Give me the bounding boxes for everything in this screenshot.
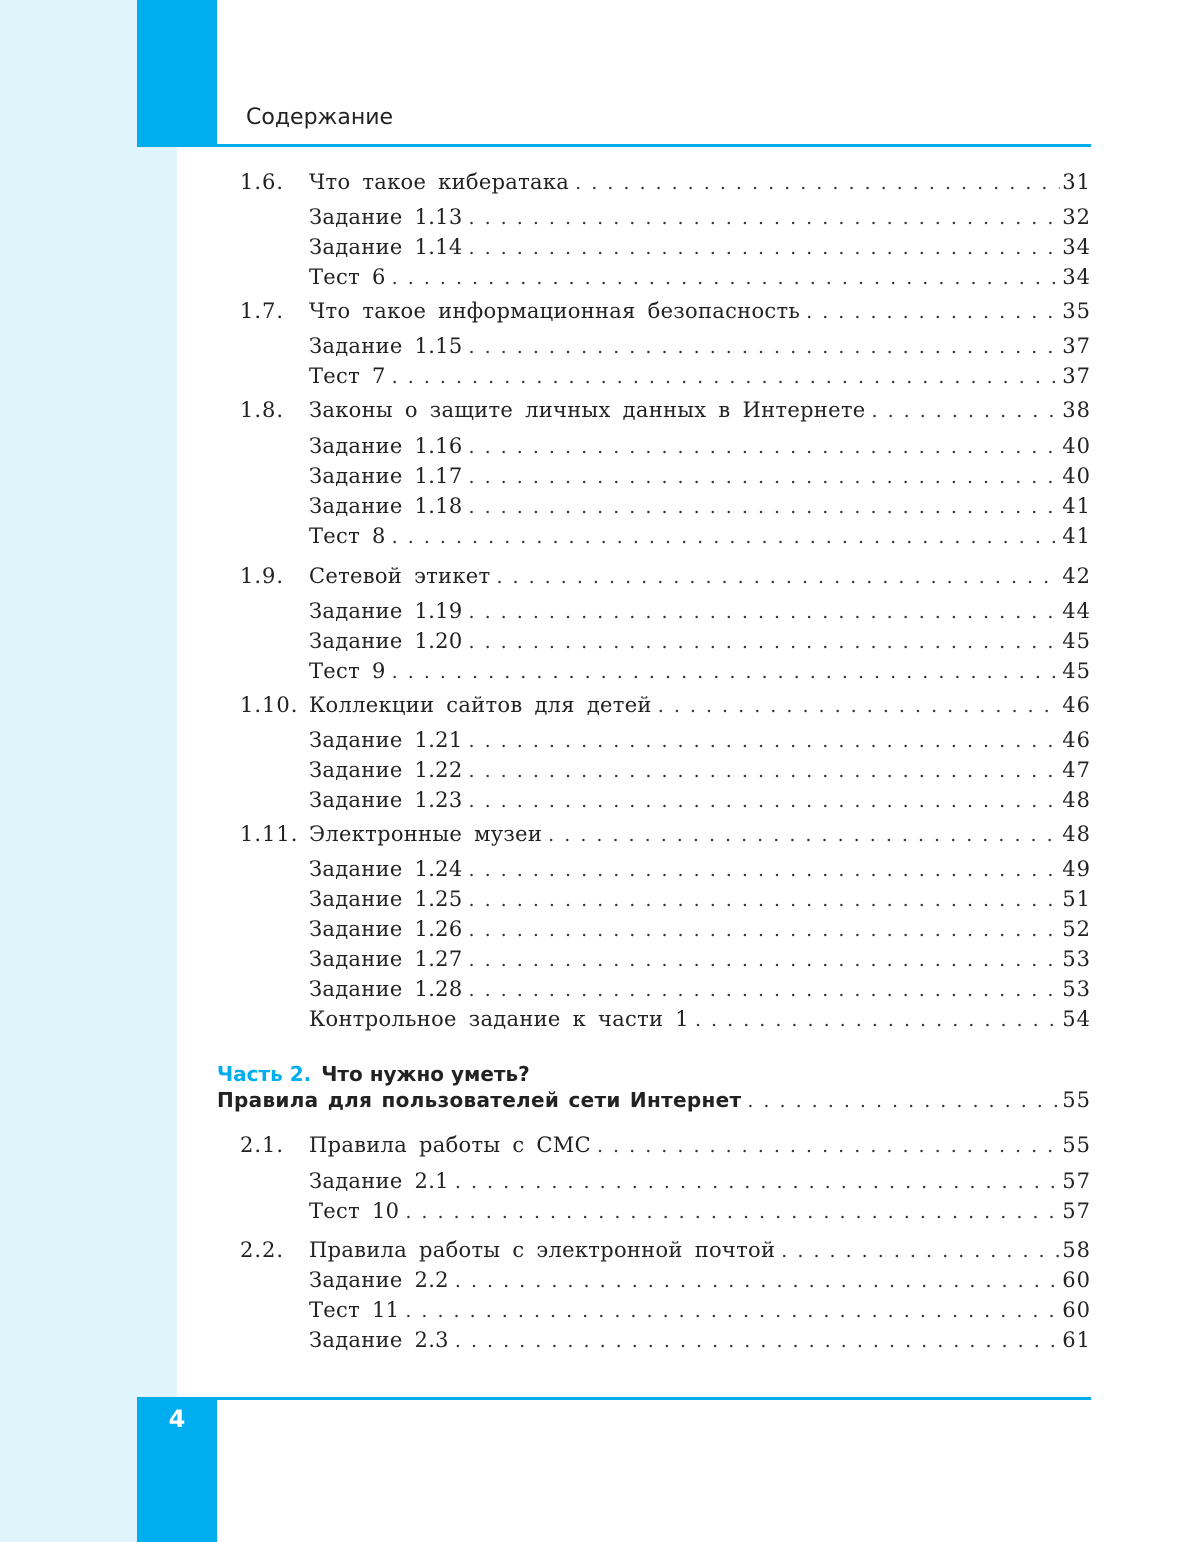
toc-entry-page: 58 [1062, 1238, 1091, 1262]
dot-leader [469, 627, 1061, 657]
toc-entry-title: Задание 2.1 [309, 1169, 449, 1193]
toc-entry-page: 48 [1062, 822, 1091, 846]
toc-item[interactable] [309, 1325, 1091, 1355]
toc-entry-title: Задание 1.26 [309, 917, 463, 941]
toc-item[interactable] [309, 521, 1091, 551]
toc-entry-title: Задание 1.13 [309, 205, 463, 229]
toc-section-2-1[interactable] [240, 1130, 1091, 1160]
toc-entry-title: Задание 1.21 [309, 728, 463, 752]
toc-item[interactable] [309, 331, 1091, 361]
toc-entry-page: 53 [1062, 977, 1091, 1001]
toc-item[interactable] [309, 1004, 1091, 1034]
toc-entry-page: 41 [1062, 524, 1091, 548]
toc-item[interactable] [309, 944, 1091, 974]
toc-entry-page: 35 [1062, 299, 1091, 323]
dot-leader [469, 332, 1061, 362]
toc-entry-title: Электронные музеи [309, 822, 543, 846]
part-2-question: Что нужно уметь? [321, 1062, 530, 1086]
toc-item[interactable] [309, 626, 1091, 656]
dot-leader [405, 1197, 1060, 1227]
dot-leader [469, 915, 1061, 945]
toc-section-2-2[interactable] [240, 1235, 1091, 1265]
toc-entry-page: 34 [1062, 235, 1091, 259]
dot-leader [455, 1326, 1060, 1356]
dot-leader [469, 203, 1061, 233]
toc-item[interactable] [309, 1295, 1091, 1325]
toc-section-1-9[interactable] [240, 561, 1091, 591]
dot-leader [455, 1167, 1060, 1197]
dot-leader [747, 1086, 1060, 1116]
footer-rule [137, 1397, 1091, 1400]
toc-entry-title: Правила работы с СМС [309, 1133, 591, 1157]
dot-leader [469, 726, 1061, 756]
toc-item[interactable] [309, 656, 1091, 686]
toc-entry-title: Задание 1.18 [309, 494, 463, 518]
toc-entry-page: 49 [1062, 857, 1091, 881]
toc-entry-title: Тест 9 [309, 659, 386, 683]
toc-entry-page: 53 [1062, 947, 1091, 971]
toc-item[interactable] [309, 884, 1091, 914]
toc-item[interactable] [309, 1265, 1091, 1295]
toc-entry-page: 42 [1062, 564, 1091, 588]
toc-entry-page: 31 [1062, 170, 1091, 194]
toc-entry-number: 1.8. [240, 398, 285, 422]
dot-leader [658, 691, 1061, 721]
toc-entry-title: Тест 6 [309, 265, 386, 289]
toc-entry-title: Правила работы с электронной почтой [309, 1238, 776, 1262]
toc-entry-title: Коллекции сайтов для детей [309, 693, 652, 717]
toc-entry-number: 1.7. [240, 299, 285, 323]
toc-entry-title: Контрольное задание к части 1 [309, 1007, 689, 1031]
toc-entry-page: 44 [1062, 599, 1091, 623]
toc-item[interactable] [309, 785, 1091, 815]
toc-item[interactable] [309, 491, 1091, 521]
toc-item[interactable] [309, 755, 1091, 785]
toc-entry-title: Что такое кибератака [309, 170, 570, 194]
toc-entry-title: Что такое информационная безопасность [309, 299, 801, 323]
toc-entry-page: 54 [1062, 1007, 1091, 1031]
toc-entry-page: 37 [1062, 364, 1091, 388]
toc-entry-number: 1.10. [240, 693, 299, 717]
toc-entry-page: 60 [1062, 1298, 1091, 1322]
toc-part-2[interactable] [217, 1085, 1091, 1115]
toc-entry-page: 46 [1062, 693, 1091, 717]
toc-entry-title: Законы о защите личных данных в Интернете [309, 398, 866, 422]
toc-entry-page: 38 [1062, 398, 1091, 422]
dot-leader [392, 263, 1061, 293]
toc-entry-page: 32 [1062, 205, 1091, 229]
toc-entry-page: 51 [1062, 887, 1091, 911]
toc-entry-page: 48 [1062, 788, 1091, 812]
dot-leader [392, 362, 1061, 392]
toc-section-1-10[interactable] [240, 690, 1091, 720]
toc-entry-number: 2.1. [240, 1133, 285, 1157]
dot-leader [392, 657, 1061, 687]
dot-leader [597, 1131, 1060, 1161]
dot-leader [455, 1266, 1060, 1296]
toc-entry-title: Задание 2.3 [309, 1328, 449, 1352]
toc-entry-title: Тест 11 [309, 1298, 400, 1322]
left-margin-strip [0, 0, 177, 1542]
toc-entry-number: 1.11. [240, 822, 299, 846]
toc-entry-page: 37 [1062, 334, 1091, 358]
dot-leader [392, 522, 1061, 552]
toc-entry-title: Задание 2.2 [309, 1268, 449, 1292]
dot-leader [695, 1005, 1060, 1035]
dot-leader [469, 786, 1061, 816]
toc-item[interactable] [309, 202, 1091, 232]
toc-entry-title: Задание 1.24 [309, 857, 463, 881]
toc-entry-page: 57 [1062, 1169, 1091, 1193]
dot-leader [469, 885, 1061, 915]
toc-section-1-7[interactable] [240, 296, 1091, 326]
dot-leader [405, 1296, 1060, 1326]
toc-entry-title: Задание 1.27 [309, 947, 463, 971]
toc-item[interactable] [309, 974, 1091, 1004]
toc-entry-page: 60 [1062, 1268, 1091, 1292]
toc-entry-title: Сетевой этикет [309, 564, 491, 588]
toc-entry-title: Задание 1.28 [309, 977, 463, 1001]
toc-entry-title: Правила для пользователей сети Интернет [217, 1088, 742, 1112]
dot-leader [871, 396, 1060, 426]
dot-leader [469, 233, 1061, 263]
dot-leader [469, 462, 1061, 492]
dot-leader [469, 975, 1061, 1005]
toc-entry-number: 1.9. [240, 564, 285, 588]
toc-item[interactable] [309, 232, 1091, 262]
dot-leader [806, 297, 1060, 327]
running-header-title: Содержание [246, 105, 394, 130]
dot-leader [496, 562, 1060, 592]
toc-entry-number: 1.6. [240, 170, 285, 194]
toc-item[interactable] [309, 1166, 1091, 1196]
toc-entry-page: 40 [1062, 464, 1091, 488]
toc-entry-title: Тест 8 [309, 524, 386, 548]
dot-leader [548, 820, 1060, 850]
toc-item[interactable] [309, 262, 1091, 292]
toc-entry-title: Тест 7 [309, 364, 386, 388]
toc-entry-page: 55 [1062, 1088, 1091, 1112]
toc-item[interactable] [309, 725, 1091, 755]
dot-leader [469, 855, 1061, 885]
toc-item[interactable] [309, 854, 1091, 884]
toc-entry-title: Задание 1.19 [309, 599, 463, 623]
dot-leader [469, 945, 1061, 975]
header-rule [137, 144, 1091, 147]
toc-entry-title: Задание 1.20 [309, 629, 463, 653]
toc-section-1-8[interactable] [240, 395, 1091, 425]
toc-entry-title: Тест 10 [309, 1199, 400, 1223]
toc-entry-page: 41 [1062, 494, 1091, 518]
toc-entry-page: 52 [1062, 917, 1091, 941]
toc-entry-page: 61 [1062, 1328, 1091, 1352]
part-2-label: Часть 2. [217, 1062, 312, 1086]
toc-entry-page: 45 [1062, 629, 1091, 653]
toc-entry-page: 45 [1062, 659, 1091, 683]
toc-entry-page: 34 [1062, 265, 1091, 289]
header-color-block [137, 0, 217, 147]
dot-leader [469, 597, 1061, 627]
dot-leader [469, 492, 1061, 522]
toc-entry-title: Задание 1.16 [309, 434, 463, 458]
toc-entry-page: 55 [1062, 1133, 1091, 1157]
toc-entry-title: Задание 1.15 [309, 334, 463, 358]
toc-section-1-6[interactable] [240, 167, 1091, 197]
toc-item[interactable] [309, 1196, 1091, 1226]
dot-leader [575, 168, 1060, 198]
toc-entry-title: Задание 1.14 [309, 235, 463, 259]
toc-item[interactable] [309, 461, 1091, 491]
toc-entry-page: 47 [1062, 758, 1091, 782]
toc-entry-page: 57 [1062, 1199, 1091, 1223]
toc-item[interactable] [309, 914, 1091, 944]
dot-leader [469, 432, 1061, 462]
toc-entry-title: Задание 1.25 [309, 887, 463, 911]
toc-item[interactable] [309, 431, 1091, 461]
toc-entry-number: 2.2. [240, 1238, 285, 1262]
page-number: 4 [168, 1405, 186, 1433]
toc-entry-page: 46 [1062, 728, 1091, 752]
dot-leader [469, 756, 1061, 786]
toc-section-1-11[interactable] [240, 819, 1091, 849]
toc-entry-title: Задание 1.23 [309, 788, 463, 812]
toc-item[interactable] [309, 361, 1091, 391]
toc-entry-title: Задание 1.17 [309, 464, 463, 488]
toc-entry-page: 40 [1062, 434, 1091, 458]
toc-entry-title: Задание 1.22 [309, 758, 463, 782]
toc-item[interactable] [309, 596, 1091, 626]
dot-leader [781, 1236, 1060, 1266]
